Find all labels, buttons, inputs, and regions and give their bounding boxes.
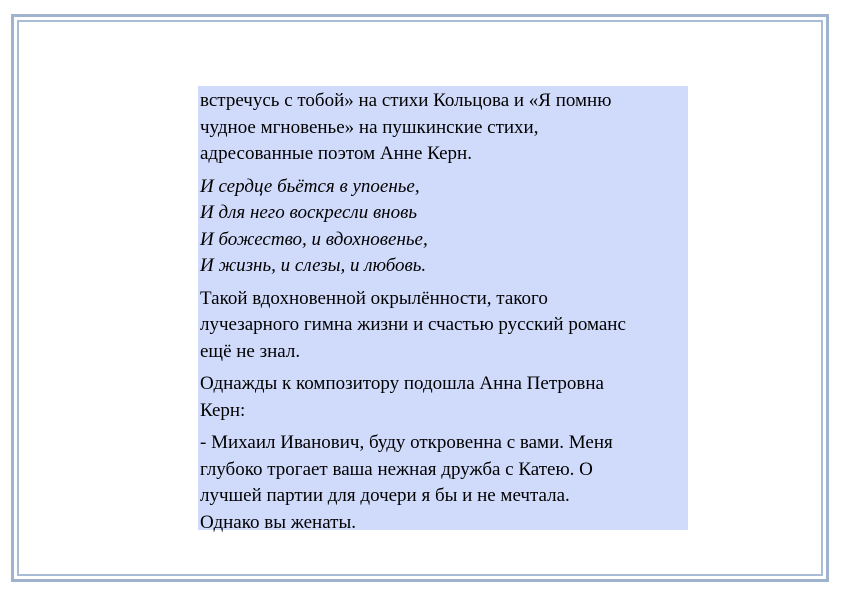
- paragraph-romance: Такой вдохновенной окрылённости, такого лучезарного гимна жизни и счастью русский романс ещё не знал.: [200, 287, 626, 362]
- paragraph-dialogue: - Михаил Иванович, буду откровенна с вами. Меня глубоко трогает ваша нежная дружба с Катею. О лучшей партии для дочери я бы и не мечтала. Однако вы женаты.: [200, 432, 613, 533]
- text-box: [198, 86, 688, 533]
- poem-quote: И сердце бьётся в упоенье, И для него воскресли вновь И божество, и вдохновенье, И жизнь, и слезы, и любовь.: [200, 175, 428, 276]
- paragraph-intro: встречусь с тобой» на стихи Кольцова и «Я помню чудное мгновенье» на пушкинские стихи, адресованные поэтом Анне Керн.: [200, 90, 612, 164]
- paragraph-kern: Однажды к композитору подошла Анна Петровна Керн:: [200, 373, 604, 421]
